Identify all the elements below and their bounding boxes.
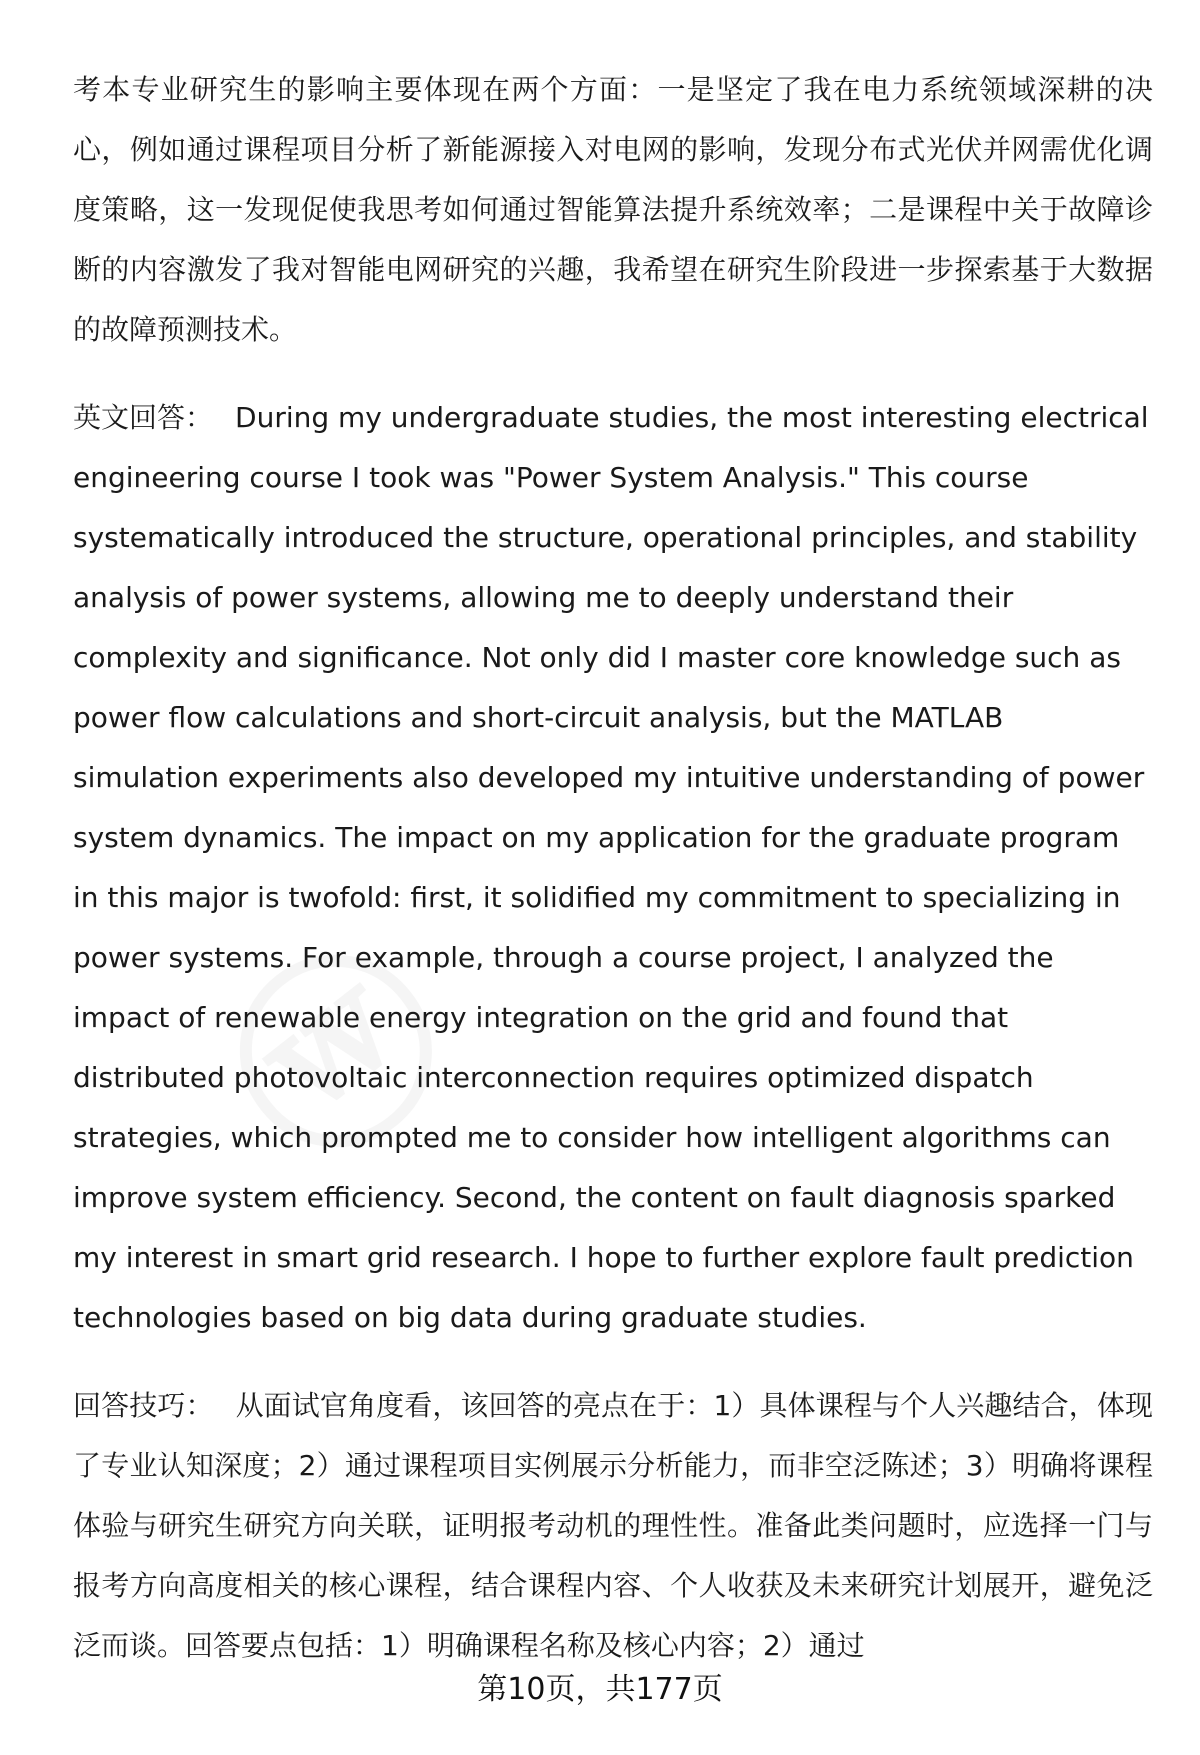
paragraph-continued [73, 60, 1153, 360]
english-answer-paragraph [73, 388, 1153, 1348]
page-footer [0, 1668, 1200, 1712]
page-number: 第10页，共177页 [477, 1672, 723, 1707]
english-answer-label: 英文回答： [73, 401, 214, 434]
english-answer-text: During my undergraduate studies, the most interesting electrical engineering course I took was "Power System Analysis." This course systematically introduced the structure, operational principles, and stability analysis of power systems, allowing me to deeply understand their complexity and significance. Not only did I master core knowledge such as power flow calculations and short-circuit analysis, but the MATLAB simulation experiments also developed my intuitive understanding of power system dynamics. The impact on my application for the graduate program in this major is twofold: first, it solidified my commitment to specializing in power systems. For example, through a course project, I analyzed the impact of renewable energy integration on the grid and found that distributed photovoltaic interconnection requires optimized dispatch strategies, which prompted me to consider how intelligent algorithms can improve system efficiency. Second, the content on fault diagnosis sparked my interest in smart grid research. I hope to further explore fault prediction technologies based on big data during graduate studies. [73, 401, 1149, 1334]
document-body [73, 60, 1153, 1704]
paragraph-text: 考本专业研究生的影响主要体现在两个方面：一是坚定了我在电力系统领域深耕的决心，例如通过课程项目分析了新能源接入对电网的影响，发现分布式光伏并网需优化调度策略，这一发现促使我思考如何通过智能算法提升系统效率；二是课程中关于故障诊断的内容激发了我对智能电网研究的兴趣，我希望在研究生阶段进一步探索基于大数据的故障预测技术。 [73, 73, 1153, 346]
answer-tips-paragraph [73, 1376, 1153, 1676]
answer-tips-text: 从面试官角度看，该回答的亮点在于：1）具体课程与个人兴趣结合，体现了专业认知深度；2）通过课程项目实例展示分析能力，而非空泛陈述；3）明确将课程体验与研究生研究方向关联，证明报考动机的理性性。准备此类问题时，应选择一门与报考方向高度相关的核心课程，结合课程内容、个人收获及未来研究计划展开，避免泛泛而谈。回答要点包括：1）明确课程名称及核心内容；2）通过 [73, 1389, 1153, 1662]
answer-tips-label: 回答技巧： [73, 1389, 214, 1422]
